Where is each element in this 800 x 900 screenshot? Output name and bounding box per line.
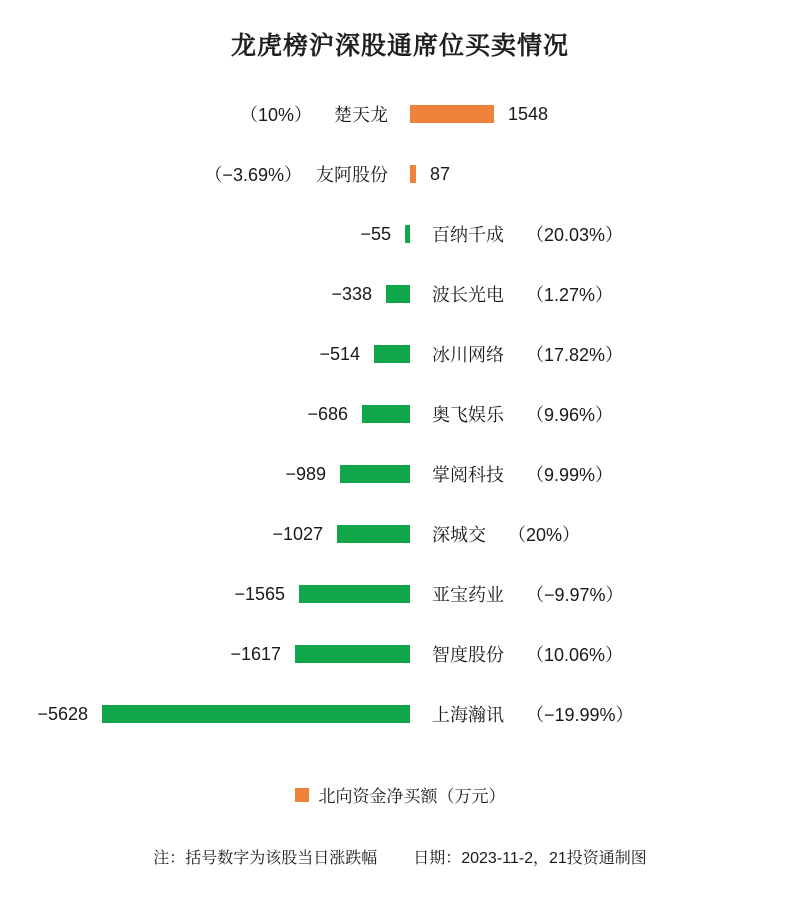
bar-row xyxy=(0,204,800,264)
value-label: −338 xyxy=(331,283,372,304)
bar-positive xyxy=(410,165,416,183)
bar-negative xyxy=(340,465,410,483)
bar-row-left xyxy=(285,444,410,504)
value-label: −1617 xyxy=(230,643,281,664)
bar-negative xyxy=(295,645,410,663)
pct-label: （9.99%） xyxy=(526,465,614,485)
bar-row-left xyxy=(360,204,410,264)
bar-row-left xyxy=(230,624,410,684)
value-label: −5628 xyxy=(37,703,88,724)
bar-row xyxy=(0,504,800,564)
bar-negative xyxy=(386,285,410,303)
bar-row xyxy=(0,444,800,504)
value-label: −55 xyxy=(360,223,391,244)
bar-row-left xyxy=(319,324,410,384)
bar-row xyxy=(0,144,800,204)
bar-row-right xyxy=(410,684,634,744)
bar-row-right xyxy=(410,504,580,564)
bar-row-left xyxy=(37,684,410,744)
pct-label: （17.82%） xyxy=(526,345,624,365)
bar-negative xyxy=(337,525,410,543)
category-label: 亚宝药业 xyxy=(432,585,504,605)
category-label: 波长光电 xyxy=(432,285,504,305)
category-label: 深城交 xyxy=(432,525,486,545)
category-label: 友阿股份 xyxy=(316,165,388,185)
value-label: −1027 xyxy=(272,523,323,544)
chart-title: 龙虎榜沪深股通席位买卖情况 xyxy=(230,32,569,60)
bar-row-left xyxy=(240,84,410,144)
bar-row-left xyxy=(272,504,410,564)
bar-positive xyxy=(410,105,494,123)
pct-label: （1.27%） xyxy=(526,285,614,305)
pct-label: （10.06%） xyxy=(526,645,624,665)
category-label: 奥飞娱乐 xyxy=(432,405,504,425)
bar-row xyxy=(0,84,800,144)
bar-row xyxy=(0,384,800,444)
bar-negative xyxy=(102,705,410,723)
category-label: 掌阅科技 xyxy=(432,465,504,485)
value-label: 1548 xyxy=(508,103,549,124)
pct-label: （20.03%） xyxy=(526,225,624,245)
bar-row-right xyxy=(410,384,613,444)
value-label: −1565 xyxy=(234,583,285,604)
bar-row-right xyxy=(410,144,450,204)
footnote-note: 注：括号数字为该股当日涨跌幅 xyxy=(153,850,378,867)
category-label: 百纳千成 xyxy=(432,225,504,245)
footnote-source: 日期：2023-11-2，21投资通制图 xyxy=(413,850,647,867)
bar-row-right xyxy=(410,444,613,504)
bar-row-left xyxy=(331,264,410,324)
bar-row-right xyxy=(410,564,624,624)
value-label: 87 xyxy=(430,163,451,184)
legend-label: 北向资金净买额（万元） xyxy=(318,787,506,806)
bar-row xyxy=(0,684,800,744)
bar-row-right xyxy=(410,264,613,324)
pct-label: （−19.99%） xyxy=(526,705,634,725)
bar-row xyxy=(0,564,800,624)
pct-label: （20%） xyxy=(508,525,581,545)
bar-row-left xyxy=(234,564,410,624)
pct-label: （10%） xyxy=(239,105,312,125)
chart-footnote xyxy=(0,845,800,868)
bar-row-left xyxy=(307,384,410,444)
category-label: 楚天龙 xyxy=(334,105,388,125)
bar-row xyxy=(0,264,800,324)
bar-negative xyxy=(299,585,410,603)
bar-row-right xyxy=(410,84,548,144)
bar-row xyxy=(0,624,800,684)
pct-label: （9.96%） xyxy=(526,405,614,425)
bar-rows xyxy=(0,84,800,744)
bar-row xyxy=(0,324,800,384)
value-label: −514 xyxy=(319,343,360,364)
bar-negative xyxy=(374,345,410,363)
bar-row-right xyxy=(410,324,623,384)
value-label: −686 xyxy=(307,403,348,424)
bar-row-left xyxy=(204,144,410,204)
category-label: 冰川网络 xyxy=(432,345,504,365)
value-label: −989 xyxy=(285,463,326,484)
bar-row-right xyxy=(410,204,623,264)
chart-legend xyxy=(0,782,800,807)
category-label: 智度股份 xyxy=(432,645,504,665)
pct-label: （−3.69%） xyxy=(204,165,302,185)
bar-row-right xyxy=(410,624,623,684)
bar-negative xyxy=(362,405,410,423)
category-label: 上海瀚讯 xyxy=(432,705,504,725)
pct-label: （−9.97%） xyxy=(526,585,624,605)
legend-swatch-icon xyxy=(295,788,309,802)
